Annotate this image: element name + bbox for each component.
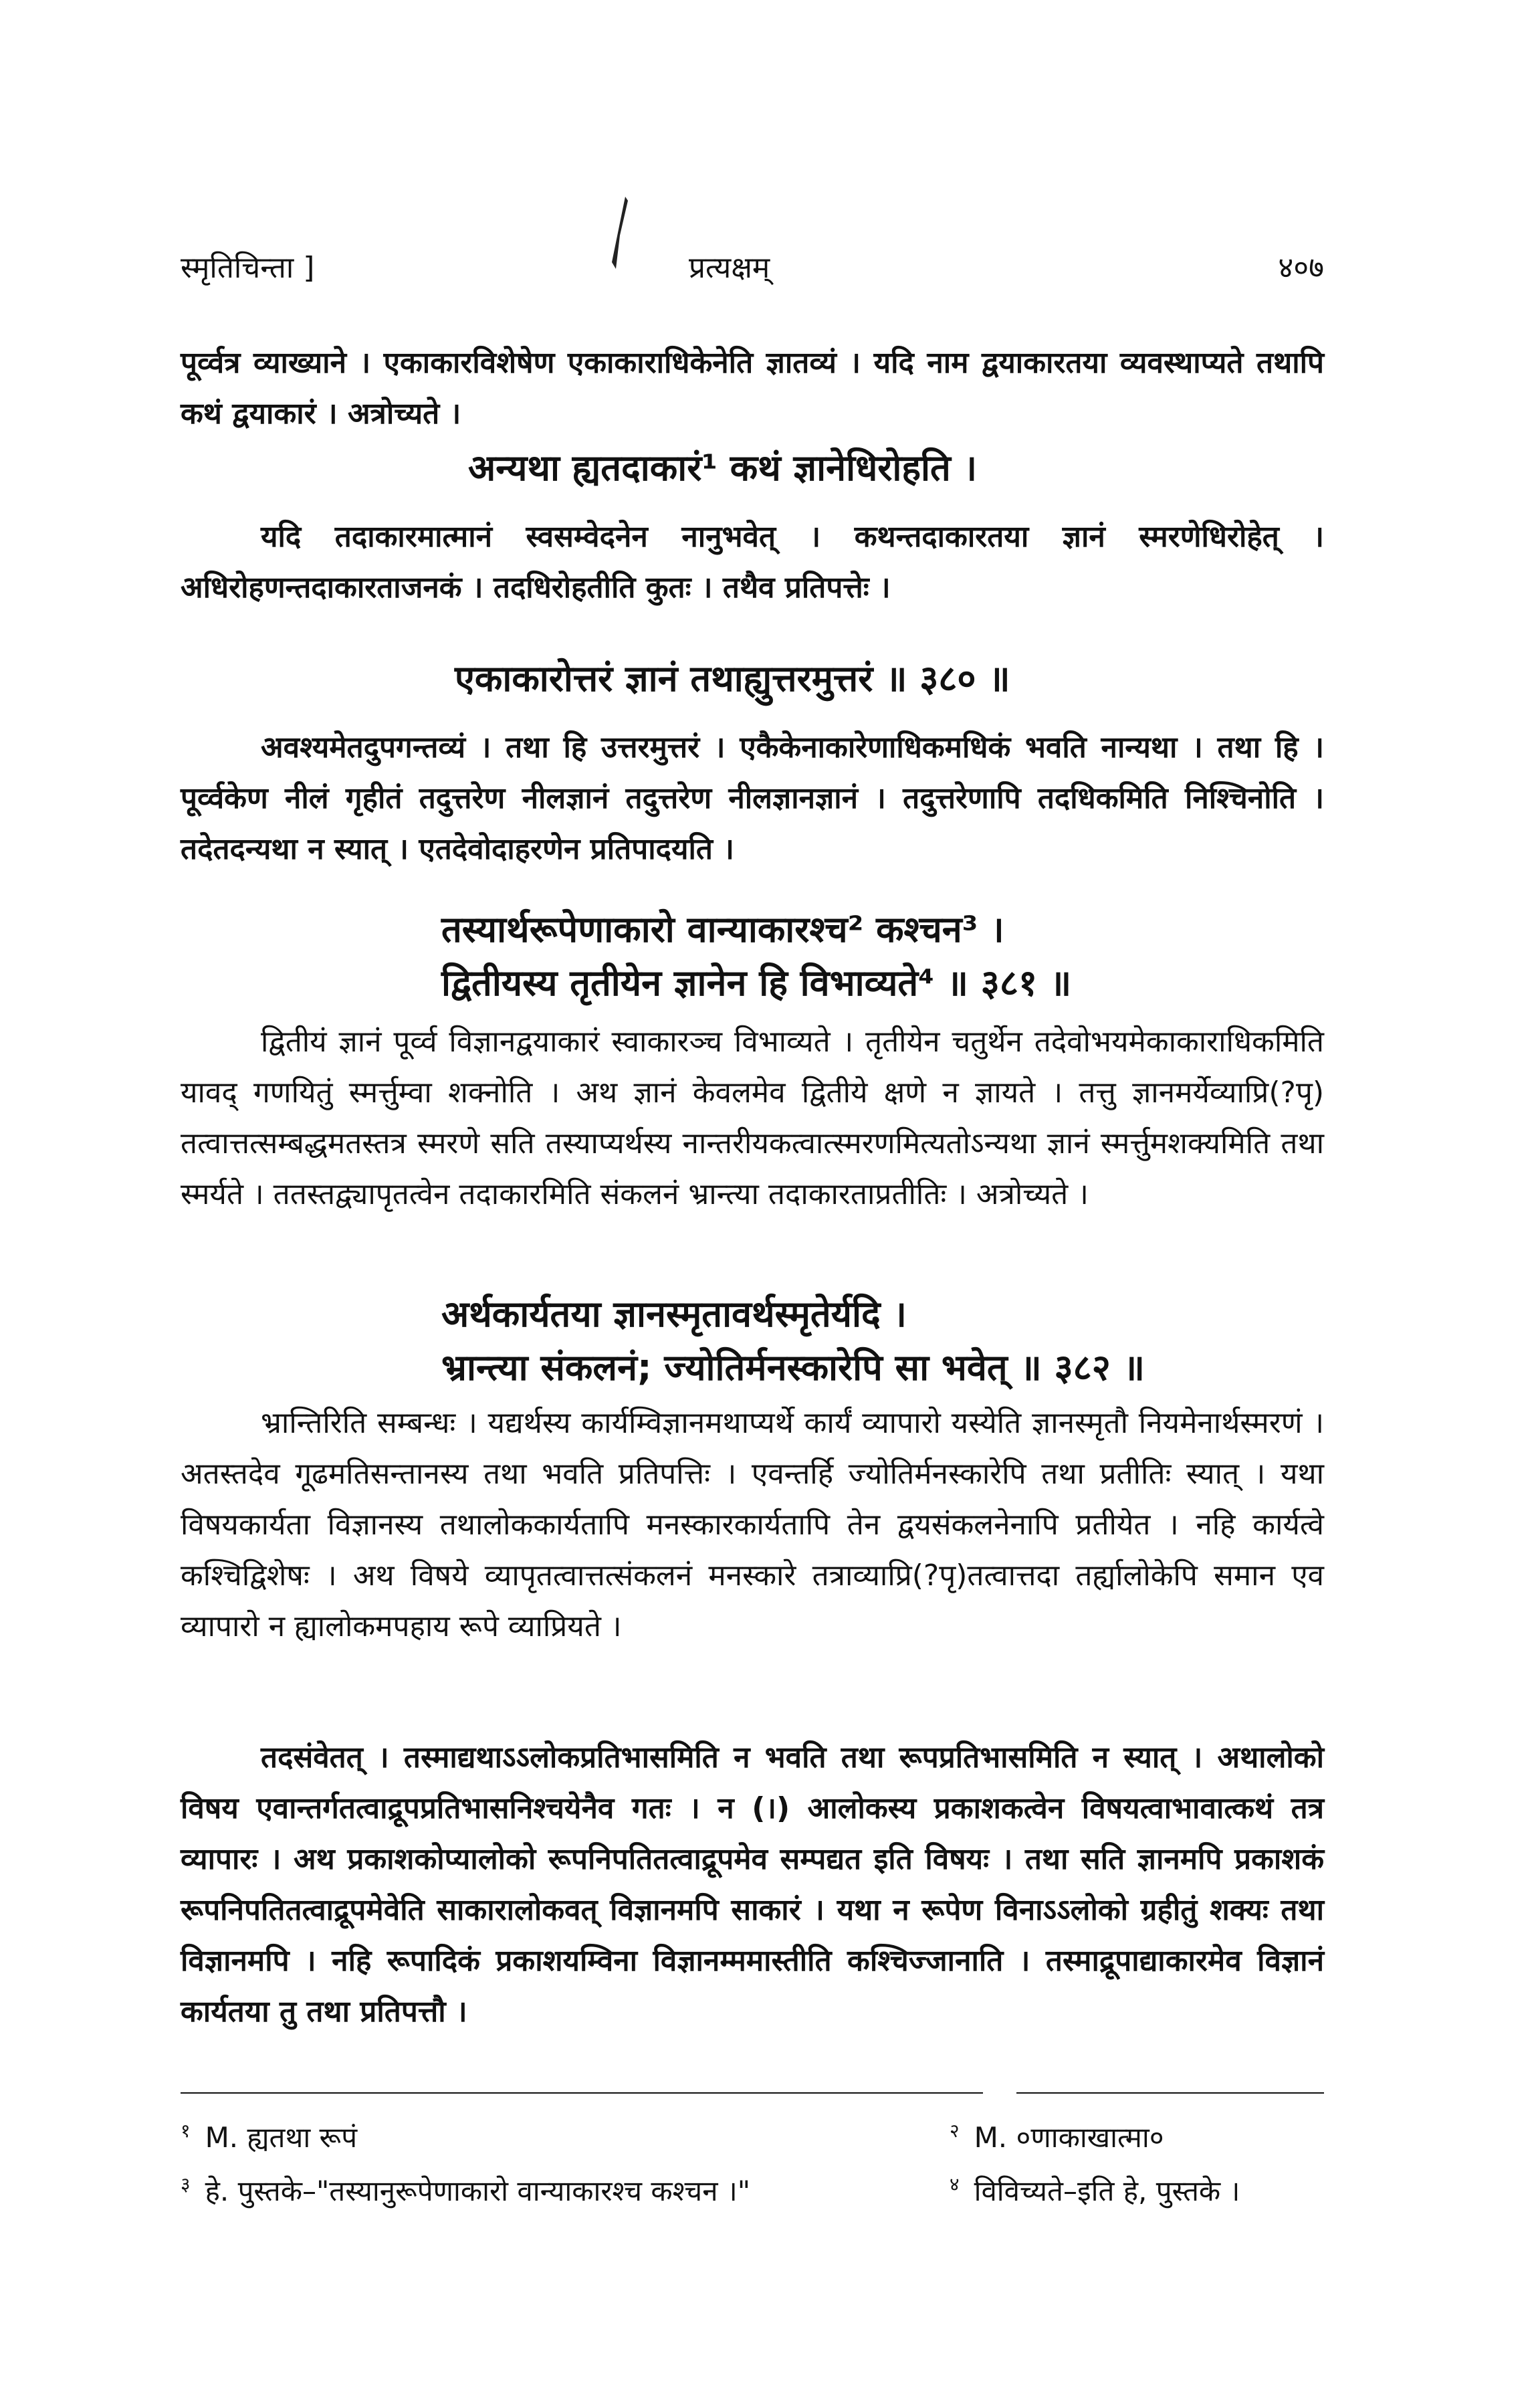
paragraph-2: यदि तदाकारमात्मानं स्वसम्वेदनेन नानुभवेत् । कथन्तदाकारतया ज्ञानं स्मरणेधिरोहेत् । अधिरोहणन्तदाकारताजनकं । तदधिरोहतीति कुतः । तथैव प्रतिपत्तेः । <box>181 520 1324 605</box>
footnote-4-text: विविच्यते–इति हे, पुस्तके । <box>974 2175 1240 2207</box>
footnote-1-number: १ <box>181 2120 191 2142</box>
paragraph-5: भ्रान्तिरिति सम्बन्धः । यद्यर्थस्य कार्यम्विज्ञानमथाप्यर्थे कार्यं व्यापारो यस्येति ज्ञानस्मृतौ नियमेनार्थस्मरणं । अतस्तदेव गूढमतिसन्तानस्य तथा भवति प्रतिपत्तिः । एवन्तर्हि ज्योतिर्मनस्कारेपि तथा प्रतीतिः स्यात् । यथा विषयकार्यता विज्ञानस्य तथालोककार्यतापि मनस्कारकार्यतापि तेन द्वयसंकलनेनापि प्रतीयेत । नहि कार्यत्वे कश्चिद्विशेषः । अथ विषये व्यापृतत्वात्तत्संकलनं मनस्कारे तत्राव्याप्रि(?पृ)तत्वात्तदा तर्ह्यालोकेपि समान एव व्यापारो न ह्यालोकमपहाय रूपे व्याप्रियते । <box>181 1406 1324 1643</box>
paragraph-3: अवश्यमेतदुपगन्तव्यं । तथा हि उत्तरमुत्तरं । एकैकेनाकारेणाधिकमधिकं भवति नान्यथा । तथा हि । पूर्व्वकेण नीलं गृहीतं तदुत्तरेण नीलज्ञानं तदुत्तरेण नीलज्ञानज्ञानं । तदुत्तरेणापि तदधिकमिति निश्चिनोति । तदेतदन्यथा न स्यात् । एतदेवोदाहरणेन प्रतिपादयति । <box>181 730 1324 866</box>
verse-382-line-1: अर्थकार्यतया ज्ञानस्मृतावर्थस्मृतेर्यदि । <box>441 1293 907 1335</box>
footnote-3 <box>181 2161 750 2215</box>
footnote-3-number: ३ <box>181 2173 191 2195</box>
verse-381-line-2: द्वितीयस्य तृतीयेन ज्ञानेन हि विभाव्यते⁴ ॥ ३८१ ॥ <box>441 962 1072 1004</box>
verse-382-line-2: भ्रान्त्या संकलनं; ज्योतिर्मनस्कारेपि सा भवेत् ॥ ३८२ ॥ <box>441 1346 1145 1389</box>
verse-381-line-1: तस्यार्थरूपेणाकारो वान्याकारश्च² कश्चन³ । <box>441 908 1004 950</box>
verse-379: अन्यथा ह्यतदाकारं¹ कथं ज्ञानेधिरोहति । <box>468 447 978 489</box>
paragraph-6: तदसंवेतत् । तस्माद्यथाऽऽलोकप्रतिभासमिति न भवति तथा रूपप्रतिभासमिति न स्यात् । अथालोको विषय एवान्तर्गतत्वाद्रूपप्रतिभासनिश्चयेनैव गतः । न (।) आलोकस्य प्रकाशकत्वेन विषयत्वाभावात्कथं तत्र व्यापारः । अथ प्रकाशकोप्यालोको रूपनिपतितत्वाद्रूपमेव सम्पद्यत इति विषयः । तथा सति ज्ञानमपि प्रकाशकं रूपनिपतितत्वाद्रूपमेवेति साकारालोकवत् विज्ञानमपि साकारं । यथा न रूपेण विनाऽऽलोको ग्रहीतुं शक्यः तथा विज्ञानमपि । नहि रूपादिकं प्रकाशयम्विना विज्ञानम्ममास्तीति कश्चिज्जानाति । तस्माद्रूपाद्याकारमेव विज्ञानं कार्यतया तु तथा प्रतिपत्तौ । <box>181 1740 1324 2029</box>
footnote-4-number: ४ <box>950 2173 960 2195</box>
paragraph-1: पूर्व्वत्र व्याख्याने । एकाकारविशेषेण एकाकाराधिकेनेति ज्ञातव्यं । यदि नाम द्वयाकारतया व्यवस्थाप्यते तथापि कथं द्वयाकारं । अत्रोच्यते । <box>181 346 1324 431</box>
footnote-1-text: M. ह्यतथा रूपं <box>205 2121 358 2154</box>
footnote-rule-left <box>181 2092 983 2094</box>
verse-382 <box>441 1288 1324 1395</box>
footnote-4 <box>950 2161 1240 2215</box>
header-section-title: स्मृतिचिन्ता ] <box>181 251 315 285</box>
footnote-3-text: हे. पुस्तके–"तस्यानुरूपेणाकारो वान्याकारश्च कश्चन ।" <box>205 2175 751 2207</box>
paragraph-4: द्वितीयं ज्ञानं पूर्व्व विज्ञानद्वयाकारं स्वाकारञ्च विभाव्यते । तृतीयेन चतुर्थेन तदेवोभयमेकाकाराधिकमिति यावद् गणयितुं स्मर्त्तुम्वा शक्नोति । अथ ज्ञानं केवलमेव द्वितीये क्षणे न ज्ञायते । तत्तु ज्ञानमर्येव्याप्रि(?पृ) तत्वात्तत्सम्बद्धमतस्तत्र स्मरणे सति तस्याप्यर्थस्य नान्तरीयकत्वात्स्मरणमित्यतोऽन्यथा ज्ञानं स्मर्त्तुमशक्यमिति तथा स्मर्यते । ततस्तद्व्यापृतत्वेन तदाकारमिति संकलनं भ्रान्त्या तदाकारताप्रतीतिः । अत्रोच्यते । <box>181 1025 1324 1211</box>
verse-381 <box>441 903 1324 1010</box>
footnote-2-text: M. ०णाकाखात्मा० <box>974 2121 1164 2154</box>
footnote-2-number: २ <box>950 2120 960 2142</box>
running-header <box>181 241 1324 294</box>
footnote-1 <box>181 2107 357 2162</box>
header-chapter-title: प्रत्यक्षम् <box>689 251 770 285</box>
verse-380: एकाकारोत्तरं ज्ञानं तथाह्युत्तरमुत्तरं ॥ ३८० ॥ <box>455 658 1010 700</box>
page-number: ४०७ <box>1278 251 1324 285</box>
footnote-2 <box>950 2107 1164 2162</box>
footnote-rule-right <box>1016 2092 1324 2094</box>
